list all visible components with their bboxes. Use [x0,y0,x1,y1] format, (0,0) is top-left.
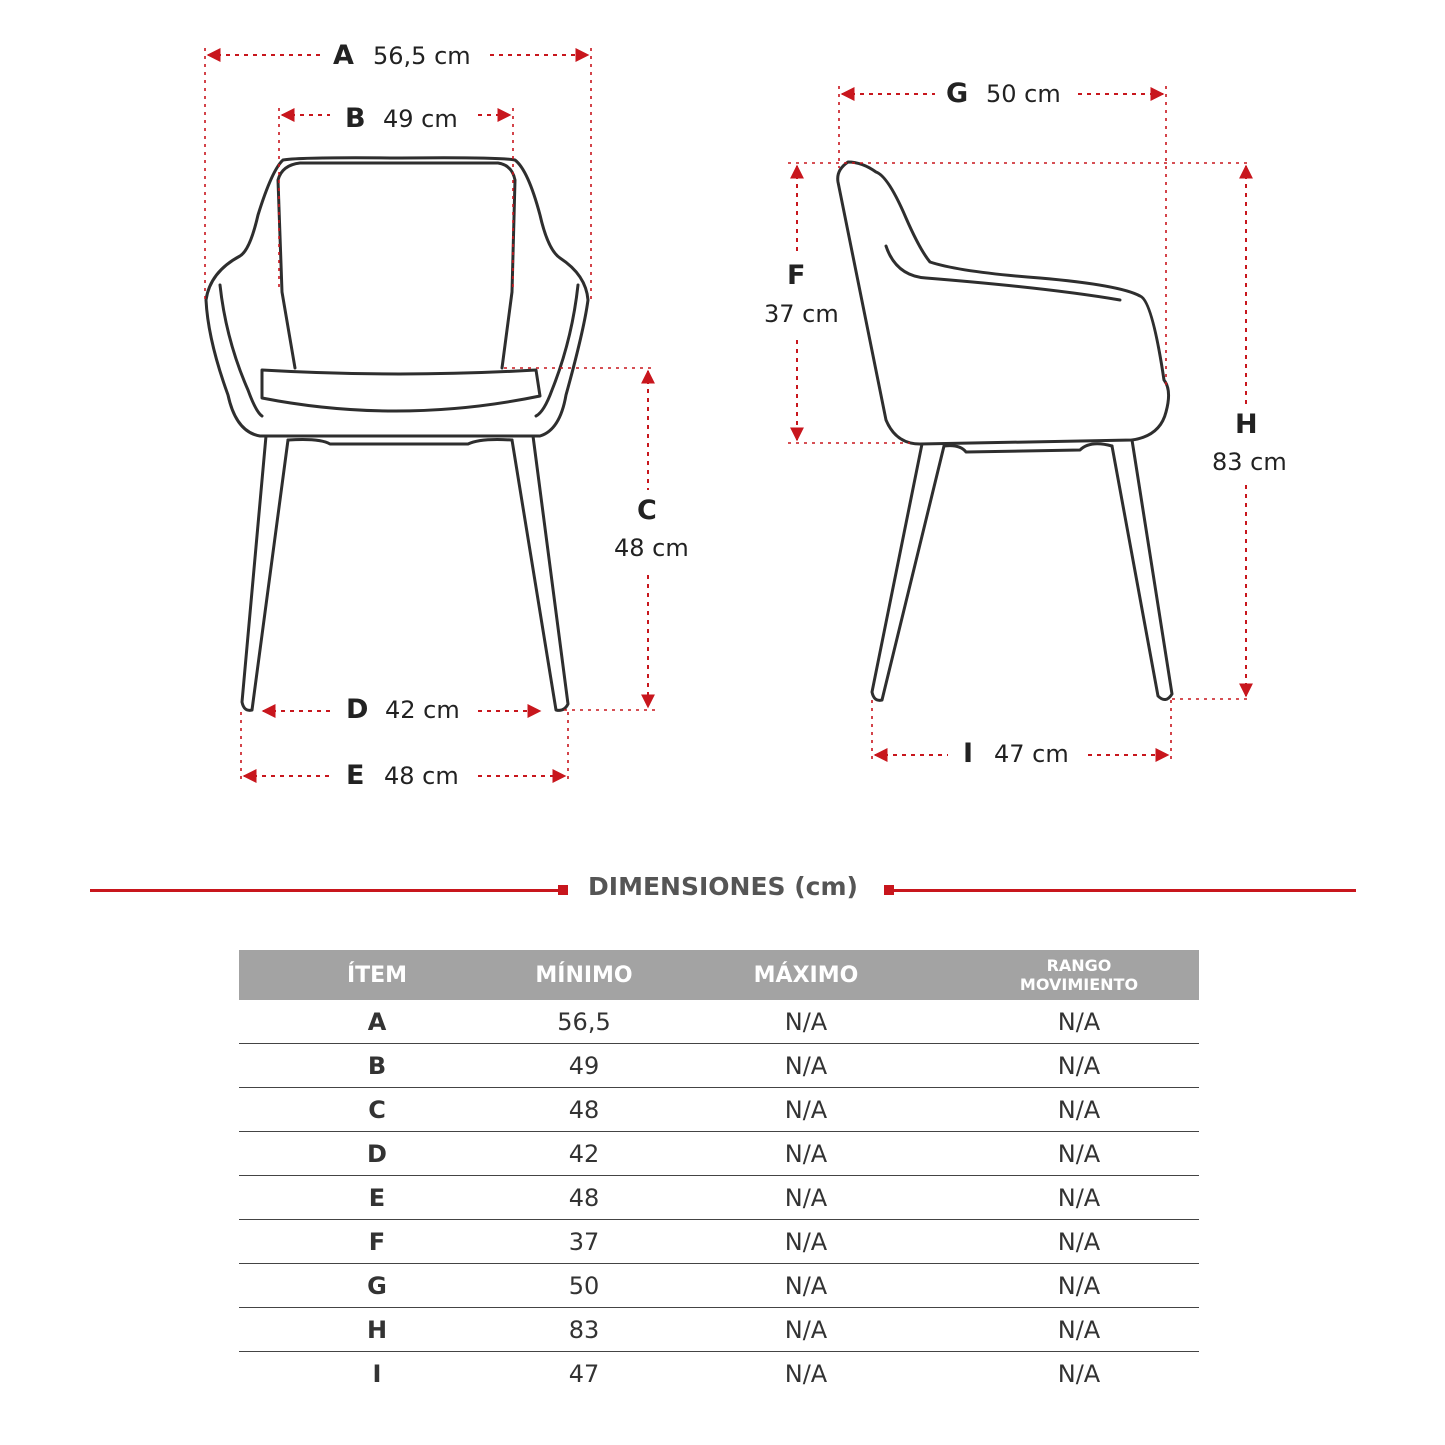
table-row [239,1308,1199,1352]
cell-max: N/A [653,1088,959,1132]
cell-max: N/A [653,1176,959,1220]
cell-max: N/A [653,1132,959,1176]
cell-item: B [239,1044,515,1088]
table-row [239,1132,1199,1176]
side-view-chair [838,162,1172,700]
dimension-g-letter: G [946,78,969,109]
cell-min: 49 [515,1044,653,1088]
cell-max: N/A [653,1220,959,1264]
side-front-leg [872,444,944,700]
dimension-b-value: 49 cm [383,105,458,133]
cell-max: N/A [653,1044,959,1088]
table-row [239,1264,1199,1308]
table-body [239,1000,1199,1395]
cell-range: N/A [959,1264,1199,1308]
cell-min: 50 [515,1264,653,1308]
front-view-chair [206,158,588,711]
dimension-d [263,694,540,725]
dimension-c-letter: C [637,495,657,526]
dimension-e-letter: E [346,760,365,791]
dimension-e-value: 48 cm [384,762,459,790]
dimension-a [205,40,591,300]
dimension-f [764,163,1252,443]
cell-item: E [239,1176,515,1220]
header-range-line2: MOVIMIENTO [1019,975,1139,994]
front-seat-frame [288,440,512,445]
front-right-leg [512,436,568,710]
side-seat-frame [944,444,1112,452]
cell-max: N/A [653,1000,959,1044]
cell-item: H [239,1308,515,1352]
dimension-i [872,700,1171,769]
dimension-h [1172,166,1287,699]
cell-max: N/A [653,1264,959,1308]
front-seat-cushion [262,370,540,411]
header-range-line1: RANGO [1046,956,1112,975]
dimension-h-letter: H [1235,409,1258,440]
dimension-f-letter: F [787,260,806,291]
cell-range: N/A [959,1088,1199,1132]
cell-min: 83 [515,1308,653,1352]
cell-range: N/A [959,1044,1199,1088]
section-title: DIMENSIONES (cm) [588,872,858,901]
dimension-b-letter: B [345,103,366,134]
dimension-a-letter: A [333,40,354,71]
cell-min: 56,5 [515,1000,653,1044]
cell-item: G [239,1264,515,1308]
table-row [239,1000,1199,1044]
cell-range: N/A [959,1308,1199,1352]
dimension-a-value: 56,5 cm [373,42,471,70]
header-max: MÁXIMO [653,950,959,1000]
section-rule-right [888,889,1356,892]
dimension-d-value: 42 cm [385,696,460,724]
side-armrest [886,246,1120,300]
cell-item: A [239,1000,515,1044]
cell-max: N/A [784,1359,828,1388]
side-outer-shell [838,162,1169,444]
section-header [90,868,1356,912]
side-back-leg [1112,440,1172,700]
table-row [239,1088,1199,1132]
table-row [239,1352,1199,1396]
dimension-c [504,368,689,710]
cell-range: N/A [1057,1359,1101,1388]
cell-item: D [239,1132,515,1176]
cell-max: N/A [653,1308,959,1352]
dimension-g-value: 50 cm [986,80,1061,108]
front-right-arm [536,285,578,416]
cell-min: 42 [515,1132,653,1176]
table-header-row [239,950,1199,1000]
cell-range: N/A [959,1176,1199,1220]
front-backrest-inner [278,163,515,368]
header-min: MÍNIMO [515,950,653,1000]
cell-min: 48 [515,1088,653,1132]
table-row [239,1220,1199,1264]
table-row [239,1176,1199,1220]
cell-range: N/A [959,1000,1199,1044]
dimension-i-letter: I [963,738,974,769]
dimension-h-value: 83 cm [1212,448,1287,476]
dimension-c-value: 48 cm [614,534,689,562]
front-left-leg [242,436,288,710]
dimension-g [839,78,1166,390]
cell-range: N/A [959,1220,1199,1264]
dimension-b [279,103,513,290]
front-left-arm [220,285,262,416]
table-row [239,1044,1199,1088]
cell-min: 47 [568,1359,600,1388]
cell-item: F [239,1220,515,1264]
dimension-i-value: 47 cm [994,740,1069,768]
dimension-d-letter: D [346,694,369,725]
dimensions-table [239,950,1199,1395]
cell-min: 37 [515,1220,653,1264]
header-item: ÍTEM [239,950,515,1000]
cell-range: N/A [959,1132,1199,1176]
cell-item: I [372,1359,382,1388]
header-range [959,950,1199,1000]
cell-item: C [239,1088,515,1132]
dimension-f-value: 37 cm [764,300,839,328]
cell-min: 48 [515,1176,653,1220]
